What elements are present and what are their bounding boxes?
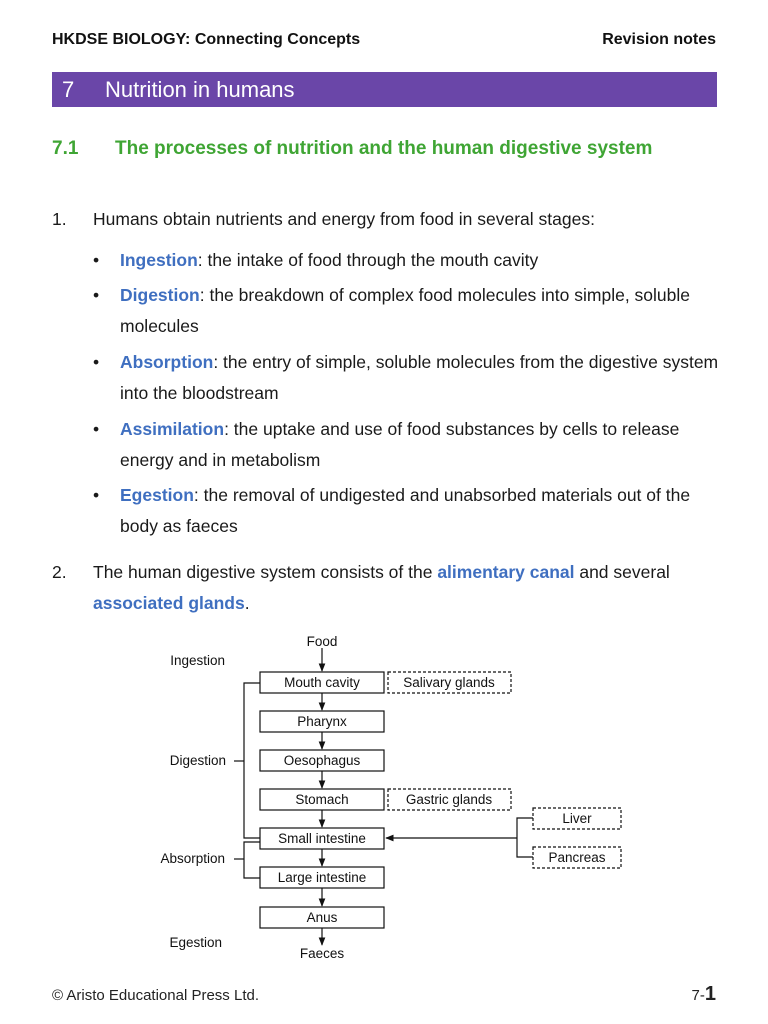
connector-liver-pancreas <box>517 818 533 857</box>
term-associated-glands: associated glands <box>93 593 245 613</box>
term-digestion: Digestion <box>120 285 200 305</box>
point-1-number: 1. <box>52 209 67 229</box>
footer-copyright: © Aristo Educational Press Ltd. <box>52 987 259 1004</box>
label-egestion: Egestion <box>169 935 222 950</box>
bullet-dot: • <box>93 352 100 372</box>
label-pancreas: Pancreas <box>548 850 606 865</box>
header-revision-notes: Revision notes <box>602 31 716 48</box>
chapter-number: 7 <box>62 76 75 102</box>
section-title: The processes of nutrition and the human digestive system <box>115 138 653 159</box>
label-pharynx: Pharynx <box>297 714 347 729</box>
term-egestion: Egestion <box>120 485 194 505</box>
point-2-number: 2. <box>52 562 67 582</box>
label-mouth-cavity: Mouth cavity <box>284 675 360 690</box>
label-faeces: Faeces <box>299 946 345 961</box>
desc-assimilation: : the uptake and use of food substances by cells to release energy and in metabolism <box>120 419 680 470</box>
footer-page-number: 7-1 <box>691 983 716 1005</box>
label-ingestion: Ingestion <box>170 653 225 668</box>
label-small-intestine: Small intestine <box>278 831 366 846</box>
chapter-heading <box>52 72 717 107</box>
digestive-system-flowchart <box>0 620 768 970</box>
label-food: Food <box>306 634 338 649</box>
label-salivary-glands: Salivary glands <box>403 675 495 690</box>
label-oesophagus: Oesophagus <box>283 753 361 768</box>
point-2 <box>52 557 722 619</box>
term-assimilation: Assimilation <box>120 419 225 439</box>
desc-digestion: : the breakdown of complex food molecules into simple, soluble molecules <box>120 285 690 336</box>
desc-egestion: : the removal of undigested and unabsorbed materials out of the body as faeces <box>120 485 691 536</box>
desc-absorption: : the entry of simple, soluble molecules from the digestive system into the bloodstream <box>120 352 719 403</box>
term-ingestion: Ingestion <box>120 250 198 270</box>
desc-ingestion: : the intake of food through the mouth cavity <box>197 250 539 270</box>
bracket-absorption <box>244 842 260 878</box>
bullet-dot: • <box>93 285 100 305</box>
label-absorption: Absorption <box>160 851 225 866</box>
label-large-intestine: Large intestine <box>277 870 367 885</box>
bullet-dot: • <box>93 419 100 439</box>
point-1-text: Humans obtain nutrients and energy from food in several stages: <box>93 209 595 229</box>
section-number: 7.1 <box>52 138 79 159</box>
label-gastric-glands: Gastric glands <box>405 792 493 807</box>
term-alimentary-canal: alimentary canal <box>437 562 575 582</box>
label-digestion: Digestion <box>169 753 226 768</box>
bracket-digestion <box>244 683 260 838</box>
chapter-title: Nutrition in humans <box>105 76 295 102</box>
header-book-title: HKDSE BIOLOGY: Connecting Concepts <box>52 31 361 48</box>
term-absorption: Absorption <box>120 352 214 372</box>
label-stomach: Stomach <box>295 792 349 807</box>
bullet-dot: • <box>93 250 100 270</box>
label-liver: Liver <box>562 811 592 826</box>
bullet-dot: • <box>93 485 100 505</box>
point-2-text: The human digestive system consists of the alimentary canal and several associated glands. <box>93 562 670 613</box>
label-anus: Anus <box>306 910 338 925</box>
point-1 <box>52 204 722 235</box>
